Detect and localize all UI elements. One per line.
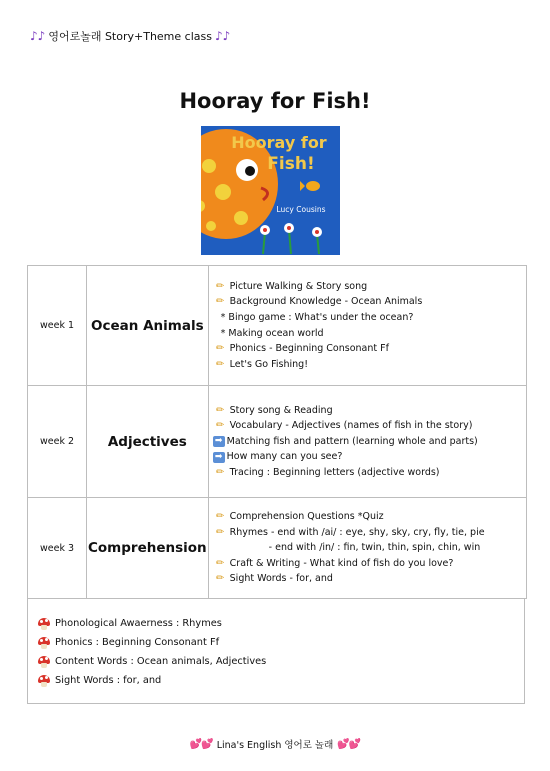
list-item [213, 326, 522, 342]
activity-text: How many can you see? [226, 451, 343, 463]
cover-title-line1: Hooray for [231, 133, 327, 152]
arrow-icon: ➡ [213, 452, 225, 463]
list-item [213, 341, 522, 357]
activity-text: Let's Go Fishing! [229, 358, 309, 370]
goal-text: Phonological Awaerness : Rhymes [55, 618, 222, 629]
activity-list [208, 266, 526, 386]
activity-text: Sight Words - for, and [229, 573, 333, 585]
list-item [213, 465, 522, 481]
activity-list [208, 498, 526, 599]
list-item [213, 525, 522, 541]
table-row [28, 498, 527, 599]
pencil-icon: ✏ [215, 511, 225, 523]
learning-goals-box [27, 598, 525, 704]
list-item [213, 279, 522, 295]
activity-text: Story song & Reading [229, 404, 333, 416]
list-item [213, 310, 522, 326]
list-item [213, 449, 522, 465]
activity-text: Background Knowledge - Ocean Animals [229, 296, 423, 308]
week-topic: Comprehension [87, 498, 209, 599]
mushroom-icon [38, 637, 50, 649]
list-item [213, 294, 522, 310]
activity-text: Rhymes - end with /ai/ : eye, shy, sky, cry, fly, tie, pie [229, 526, 485, 538]
hearts-icon: 💕💕 [337, 738, 361, 750]
pencil-icon: ✏ [215, 557, 225, 569]
list-item [213, 418, 522, 434]
activity-text: Comprehension Questions *Quiz [229, 511, 384, 523]
cover-title-line2: Fish! [267, 154, 315, 174]
activity-text: * Making ocean world [220, 327, 324, 339]
list-item [213, 571, 522, 587]
footer-text: Lina's English 영어로 놀래 [216, 740, 334, 751]
list-item [213, 357, 522, 373]
pencil-icon: ✏ [215, 526, 225, 538]
activity-text: Matching fish and pattern (learning whole and parts) [226, 435, 478, 447]
pencil-icon: ✏ [215, 466, 225, 478]
goal-text: Phonics : Beginning Consonant Ff [55, 637, 220, 648]
activity-text: Picture Walking & Story song [229, 280, 368, 292]
list-item [213, 540, 522, 556]
pencil-icon: ✏ [215, 280, 225, 292]
arrow-icon: ➡ [213, 436, 225, 447]
page-title: Hooray for Fish! [179, 89, 371, 113]
week-label: week 1 [28, 266, 87, 386]
activity-text: Vocabulary - Adjectives (names of fish in the story) [229, 420, 473, 432]
header-text: 영어로놀래 Story+Theme class [48, 30, 212, 43]
list-item [213, 434, 522, 450]
mushroom-icon [38, 675, 50, 687]
pencil-icon: ✏ [215, 573, 225, 585]
list-item [213, 403, 522, 419]
week-topic: Adjectives [87, 386, 209, 498]
pencil-icon: ✏ [215, 358, 225, 370]
list-item [28, 652, 524, 671]
list-item [213, 509, 522, 525]
footer [0, 737, 550, 751]
weekly-plan-table [27, 265, 527, 599]
pencil-icon: ✏ [215, 420, 225, 432]
table-row [28, 386, 527, 498]
list-item [28, 671, 524, 690]
list-item [28, 614, 524, 633]
book-cover-image [201, 126, 340, 255]
activity-text: * Bingo game : What's under the ocean? [220, 311, 414, 323]
week-topic: Ocean Animals [87, 266, 209, 386]
week-label: week 2 [28, 386, 87, 498]
pencil-icon: ✏ [215, 296, 225, 308]
activity-text: Phonics - Beginning Consonant Ff [229, 343, 389, 355]
list-item [213, 556, 522, 572]
goal-text: Sight Words : for, and [55, 675, 162, 686]
cover-author: Lucy Cousins [276, 205, 326, 214]
mushroom-icon [38, 618, 50, 630]
goal-text: Content Words : Ocean animals, Adjectives [55, 656, 267, 667]
header [30, 28, 230, 44]
list-item [28, 633, 524, 652]
mushroom-icon [38, 656, 50, 668]
music-notes-icon: ♪♪ [30, 29, 46, 43]
activity-text: Craft & Writing - What kind of fish do you love? [229, 557, 454, 569]
week-label: week 3 [28, 498, 87, 599]
activity-text: Tracing : Beginning letters (adjective words) [229, 466, 440, 478]
activity-text: - end with /in/ : fin, twin, thin, spin, chin, win [268, 542, 481, 554]
pencil-icon: ✏ [215, 343, 225, 355]
hearts-icon: 💕💕 [189, 738, 213, 750]
activity-list [208, 386, 526, 498]
pencil-icon: ✏ [215, 404, 225, 416]
music-notes-icon: ♪♪ [214, 29, 231, 43]
table-row [28, 266, 527, 386]
